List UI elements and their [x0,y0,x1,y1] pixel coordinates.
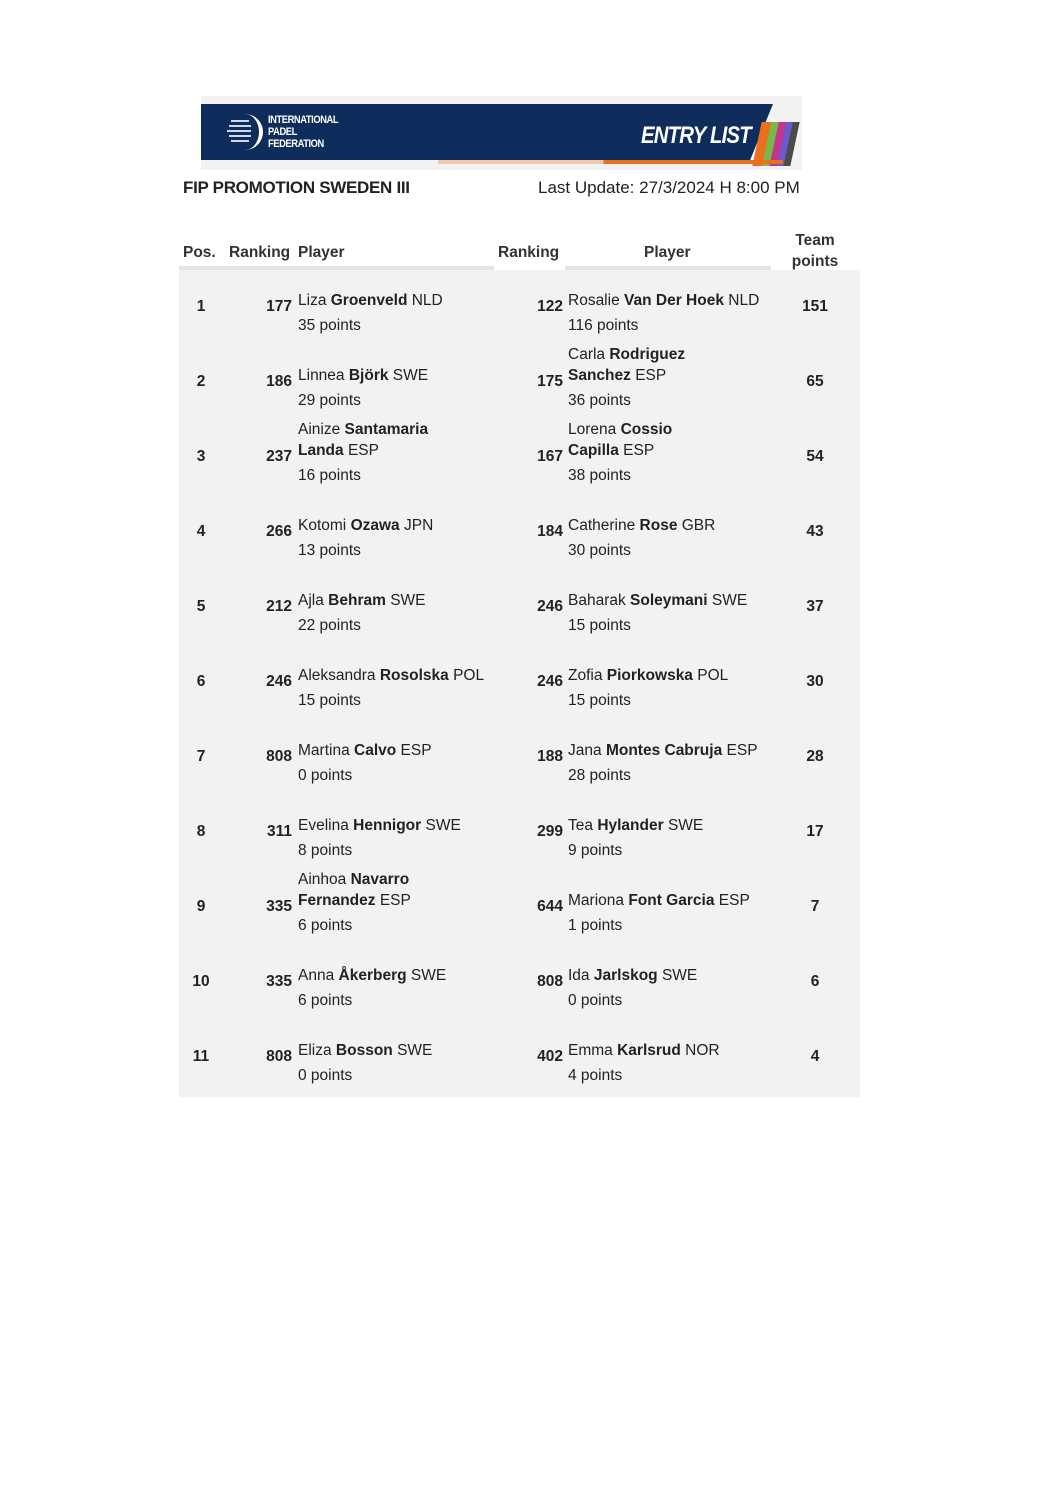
position: 5 [196,598,206,615]
player-name [298,815,461,836]
table-row [179,945,860,1020]
position: 10 [192,973,210,990]
position: 11 [192,1048,210,1065]
team-points: 7 [810,898,820,915]
player1-ranking: 266 [266,523,292,540]
first-name: Ainhoa [298,871,347,888]
last-name: Piorkowska [606,667,693,684]
first-name: Ainize [298,421,341,438]
first-name: Rosalie [568,292,620,309]
player2-cell [568,720,828,795]
first-name: Mariona [568,892,624,909]
first-name: Evelina [298,817,349,834]
player-points: 1 points [568,917,623,934]
col-header-player-2: Player [644,244,691,261]
table-row [179,720,860,795]
player-points: 29 points [298,392,361,409]
tournament-title: FIP PROMOTION SWEDEN III [183,178,410,197]
country: ESP [623,442,655,459]
player-name [568,965,697,986]
last-name: Bosson [335,1042,393,1059]
player-points: 9 points [568,842,623,859]
country: ESP [379,892,411,909]
first-name: Ida [568,967,590,984]
table-row [179,420,860,495]
last-name: Rose [639,517,678,534]
player1-ranking: 186 [266,373,292,390]
last-name-2: Sanchez [568,367,631,384]
player2-cell [568,795,828,870]
team-points: 6 [810,973,820,990]
fip-logo-text [268,114,338,150]
position: 9 [196,898,206,915]
table-row [179,270,860,345]
country: ESP [347,442,379,459]
player1-cell [298,570,558,645]
player2-cell [568,870,828,945]
last-name: Cossio [620,421,673,438]
last-name: Groenveld [330,292,408,309]
player2-cell [568,570,828,645]
table-row [179,495,860,570]
last-name: Van Der Hoek [624,292,724,309]
player2-cell [568,945,828,1020]
first-name: Kotomi [298,517,347,534]
table-row [179,570,860,645]
player2-cell [568,345,828,420]
player-name [568,890,750,911]
team-points: 30 [806,673,824,690]
last-name: Rosolska [379,667,449,684]
country: SWE [661,967,698,984]
first-name: Carla [568,346,606,363]
table-row [179,795,860,870]
player-name [568,344,685,386]
fip-logo-icon [227,114,263,150]
country: NLD [728,292,760,309]
player2-ranking: 246 [537,673,563,690]
team-points: 4 [810,1048,820,1065]
player-name [298,665,484,686]
player1-cell [298,1020,558,1095]
first-name: Tea [568,817,593,834]
last-name: Hennigor [353,817,422,834]
col-header-pos: Pos. [183,244,216,261]
player2-cell [568,645,828,720]
team-points-header-line: Team [795,232,835,249]
table-row [179,345,860,420]
player-points: 38 points [568,467,631,484]
player2-ranking: 167 [537,448,563,465]
banner-orange-line [438,160,783,164]
player-points: 8 points [298,842,353,859]
player-points: 28 points [568,767,631,784]
position: 1 [196,298,206,315]
player-name [568,665,728,686]
table-row [179,870,860,945]
player-name [298,590,426,611]
player1-cell [298,795,558,870]
first-name: Jana [568,742,602,759]
country: ESP [400,742,432,759]
player2-ranking: 299 [537,823,563,840]
country: SWE [711,592,748,609]
last-name: Font Garcia [628,892,715,909]
last-name: Björk [348,367,389,384]
col-header-team-points [776,230,854,272]
team-points: 65 [806,373,824,390]
player-points: 6 points [298,917,353,934]
first-name: Emma [568,1042,613,1059]
first-name: Baharak [568,592,626,609]
player2-ranking: 402 [537,1048,563,1065]
col-header-player-1: Player [298,244,345,261]
player-name [298,1040,432,1061]
player1-cell [298,420,558,495]
player2-cell [568,1020,828,1095]
country: SWE [425,817,461,834]
player2-ranking: 644 [537,898,563,915]
player-points: 36 points [568,392,631,409]
player-points: 6 points [298,992,353,1009]
player1-ranking: 335 [266,973,292,990]
player2-ranking: 184 [537,523,563,540]
player-points: 15 points [298,692,361,709]
country: ESP [726,742,758,759]
last-name: Ozawa [350,517,400,534]
player2-cell [568,420,828,495]
player1-ranking: 177 [266,298,292,315]
team-points: 28 [806,748,824,765]
team-points: 54 [806,448,824,465]
table-row [179,1020,860,1095]
table-row [179,645,860,720]
player1-ranking: 808 [266,748,292,765]
player2-cell [568,270,828,345]
player-points: 35 points [298,317,361,334]
player2-ranking: 246 [537,598,563,615]
player-name [298,515,433,536]
player1-cell [298,645,558,720]
country: SWE [397,1042,433,1059]
player-name [568,740,758,761]
first-name: Anna [298,967,335,984]
player-name [298,290,443,311]
player2-cell [568,495,828,570]
player1-cell [298,345,558,420]
position: 6 [196,673,206,690]
country: GBR [681,517,716,534]
col-header-ranking-1: Ranking [229,244,291,261]
country: SWE [667,817,704,834]
position: 7 [196,748,206,765]
country: NOR [685,1042,720,1059]
player-name [568,515,715,536]
last-name-2: Landa [298,442,344,459]
last-name: Jarlskog [593,967,658,984]
banner-label: ENTRY LIST [641,122,751,149]
player1-ranking: 237 [266,448,292,465]
logo-line: PADEL [268,126,297,138]
col-header-ranking-2: Ranking [498,244,560,261]
last-name-2: Fernandez [298,892,376,909]
last-name: Rodriguez [609,346,686,363]
country: SWE [410,967,447,984]
logo-line: FEDERATION [268,138,324,150]
last-name: Montes Cabruja [605,742,723,759]
player-name [298,740,432,761]
country: SWE [392,367,429,384]
last-name: Hylander [597,817,664,834]
country: ESP [635,367,667,384]
player2-ranking: 175 [537,373,563,390]
position: 8 [196,823,206,840]
first-name: Catherine [568,517,636,534]
last-name: Santamaria [344,421,429,438]
last-name: Calvo [354,742,397,759]
team-points: 43 [806,523,824,540]
team-points: 151 [802,298,828,315]
player-name [568,419,672,461]
last-name: Navarro [350,871,410,888]
player-points: 0 points [298,1067,353,1084]
fip-entry-list-banner [201,96,802,170]
player-name [298,419,428,461]
player1-cell [298,945,558,1020]
last-name: Åkerberg [338,967,407,984]
player-name [298,869,411,911]
player-points: 0 points [568,992,623,1009]
player1-ranking: 311 [266,823,292,840]
last-name: Behram [328,592,386,609]
team-points-header-line: points [791,253,839,270]
player1-cell [298,870,558,945]
country: ESP [718,892,750,909]
player-points: 15 points [568,617,631,634]
first-name: Liza [298,292,327,309]
position: 2 [196,373,206,390]
first-name: Eliza [298,1042,332,1059]
last-update: Last Update: 27/3/2024 H 8:00 PM [538,178,800,197]
player-points: 22 points [298,617,361,634]
country: JPN [403,517,434,534]
last-name-2: Capilla [568,442,619,459]
first-name: Ajla [298,592,324,609]
player-name [568,590,747,611]
player1-cell [298,495,558,570]
player-name [568,290,759,311]
player1-ranking: 212 [266,598,292,615]
position: 4 [196,523,206,540]
logo-line: INTERNATIONAL [268,114,339,126]
player-name [568,815,703,836]
player-points: 13 points [298,542,361,559]
first-name: Zofia [568,667,603,684]
team-points: 17 [806,823,824,840]
player-name [298,965,446,986]
country: NLD [411,292,443,309]
position: 3 [196,448,206,465]
first-name: Aleksandra [298,667,376,684]
country: POL [697,667,729,684]
first-name: Martina [298,742,350,759]
player2-ranking: 122 [537,298,563,315]
last-name: Soleymani [630,592,708,609]
player1-cell [298,270,558,345]
player-points: 16 points [298,467,361,484]
player1-ranking: 808 [266,1048,292,1065]
team-points: 37 [806,598,824,615]
first-name: Lorena [568,421,617,438]
player-name [298,365,428,386]
player2-ranking: 808 [537,973,563,990]
country: SWE [390,592,426,609]
player-points: 30 points [568,542,631,559]
player-points: 0 points [298,767,353,784]
first-name: Linnea [298,367,345,384]
player1-cell [298,720,558,795]
player1-ranking: 335 [266,898,292,915]
player1-ranking: 246 [266,673,292,690]
player2-ranking: 188 [537,748,563,765]
player-points: 15 points [568,692,631,709]
player-points: 4 points [568,1067,623,1084]
player-name [568,1040,720,1061]
country: POL [453,667,485,684]
player-points: 116 points [568,317,639,334]
last-name: Karlsrud [617,1042,681,1059]
